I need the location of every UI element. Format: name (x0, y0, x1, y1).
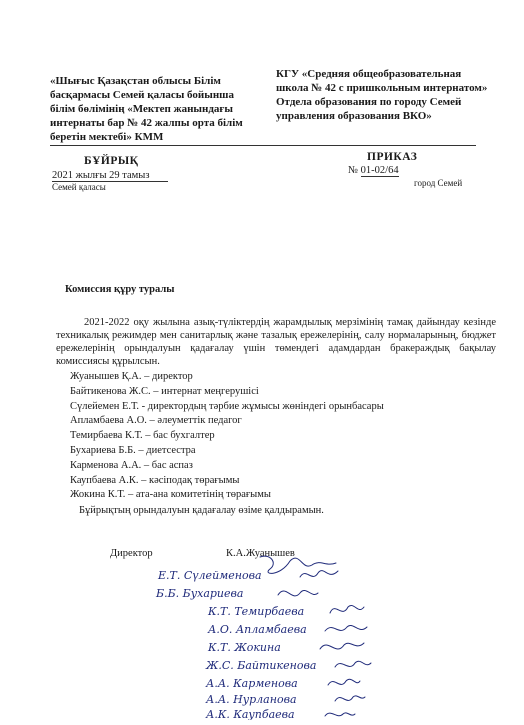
handwritten-line: А.А. Нурланова (206, 693, 297, 706)
list-item: Темирбаева К.Т. – бас бухгалтер (70, 430, 215, 442)
initials-signature (300, 571, 338, 577)
order-body (56, 316, 496, 368)
list-item: Апламбаева А.О. – әлеуметтік педагог (70, 415, 242, 427)
initials-signature (325, 625, 367, 631)
order-closing: Бұйрықтың орындалуын қадағалау өзіме қалдырамын. (79, 505, 324, 516)
list-item: Бухариева Б.Б. – диетсестра (70, 444, 196, 456)
handwritten-line: К.Т. Темирбаева (208, 605, 305, 618)
order-date: 2021 жылғы 29 тамыз (52, 170, 168, 182)
list-item: Жуанышев Қ.А. – директор (70, 371, 193, 382)
initials-signature (278, 590, 318, 595)
header-organization-ru: КГУ «Средняя общеобразовательная школа № 42 с пришкольным интернатом» Отдела образования по городу Семей управления образования ВКО» (276, 68, 488, 122)
handwritten-line: А.А. Карменова (206, 677, 298, 690)
order-number (348, 165, 399, 176)
place-kz: Семей қаласы (52, 182, 106, 192)
director-signature (260, 556, 336, 573)
commission-members-list (70, 370, 384, 503)
handwritten-signatures (150, 555, 400, 720)
order-title-ru: ПРИКАЗ (367, 151, 418, 163)
list-item: Каупбаева А.К. – кәсіподақ төрағымы (70, 474, 240, 486)
list-item: Сүлейемен Е.Т. - директордың тәрбие жұмысы жөніндегі орынбасары (70, 400, 384, 412)
order-paragraph: 2021-2022 оқу жылына азық-түліктердің жарамдылық мерзімінің тамақ дайындау кезінде техникалық режимдер мен санитарлық және тазалық ережелерінің, салу нормаларының, бюджет ережелерінің орындалуын қадағалау үшін төмендегі адамдардан бракераждық бақылау комиссиясы құрылсын. (56, 317, 496, 367)
header-organization-kz: «Шығыс Қазақстан облысы Білім басқармасы Семей қаласы бойынша білім бөлімінің «Мектеп жанындағы интернаты бар № 42 жалпы орта білім беретін мектебі» КММ (50, 75, 243, 143)
handwritten-line: А.К. Каупбаева (206, 708, 295, 720)
initials-signature (320, 643, 364, 649)
order-title-kz: БҰЙРЫҚ (84, 155, 139, 167)
header-divider (50, 145, 476, 146)
list-item: Жокина К.Т. – ата-ана комитетінің төрағымы (70, 489, 271, 501)
director-title: Директор (110, 548, 153, 559)
initials-signature (335, 696, 365, 701)
director-name: К.А.Жуанышев (226, 548, 295, 559)
initials-signature (325, 713, 355, 716)
handwritten-line: К.Т. Жокина (208, 641, 281, 654)
order-number-value: 01-02/64 (360, 165, 399, 176)
handwritten-line: А.О. Апламбаева (208, 623, 307, 636)
initials-signature (335, 661, 371, 667)
order-subject: Комиссия құру туралы (65, 284, 175, 295)
signatures-drawing (150, 555, 400, 720)
place-ru: город Семей (414, 178, 463, 188)
list-item: Карменова А.А. – бас аспаз (70, 459, 193, 471)
initials-signature (328, 679, 360, 685)
handwritten-line: Б.Б. Бухариева (156, 587, 244, 600)
list-item: Байтикенова Ж.С. – интернат меңгерушісі (70, 385, 259, 397)
order-number-prefix: № (348, 165, 359, 176)
handwritten-line: Е.Т. Сүлейменова (158, 569, 262, 582)
initials-signature (330, 605, 364, 613)
handwritten-line: Ж.С. Байтикенова (206, 659, 317, 672)
